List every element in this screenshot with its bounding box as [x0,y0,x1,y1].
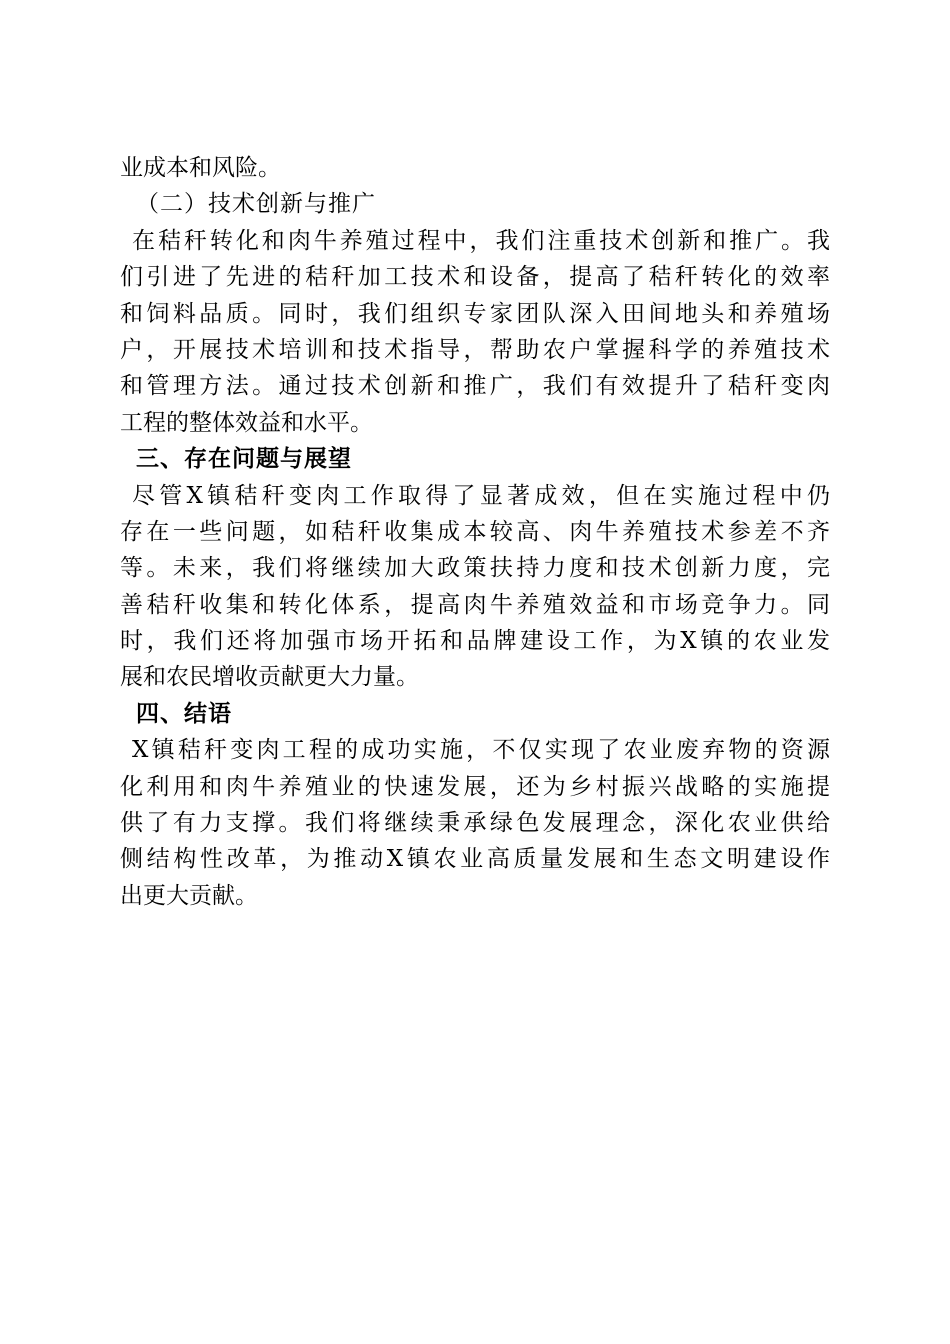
subsection-heading: （二）技术创新与推广 [136,191,376,218]
paragraph-line: 工程的整体效益和水平。 [120,409,373,436]
document-page [120,150,830,914]
paragraph-line: 们引进了先进的秸秆加工技术和设备，提高了秸秆转化的效率 [120,264,830,291]
paragraph-line: 时，我们还将加强市场开拓和品牌建设工作，为X镇的农业发 [120,628,830,655]
paragraph-line: 尽管X镇秸秆变肉工作取得了显著成效，但在实施过程中仍 [132,482,830,509]
paragraph-line: 展和农民增收贡献更大力量。 [120,664,419,691]
paragraph-line: 出更大贡献。 [120,882,258,909]
paragraph-conclusion [120,732,830,914]
paragraph-line: 存在一些问题，如秸秆收集成本较高、肉牛养殖技术参差不齐 [120,518,830,545]
paragraph-line: 和管理方法。通过技术创新和推广，我们有效提升了秸秆变肉 [120,373,830,400]
paragraph-line: X镇秸秆变肉工程的成功实施，不仅实现了农业废弃物的资源 [132,737,830,764]
paragraph-line: 供了有力支撑。我们将继续秉承绿色发展理念，深化农业供给 [120,810,830,837]
paragraph-tech-innovation [120,223,830,441]
paragraph-line: 户，开展技术培训和技术指导，帮助农户掌握科学的养殖技术 [120,336,830,363]
paragraph-line: 和饲料品质。同时，我们组织专家团队深入田间地头和养殖场 [120,300,830,327]
section-heading: 三、存在问题与展望 [136,446,352,473]
paragraph-line: 侧结构性改革，为推动X镇农业高质量发展和生态文明建设作 [120,846,830,873]
paragraph-line: 等。未来，我们将继续加大政策扶持力度和技术创新力度，完 [120,555,830,582]
paragraph-line: 业成本和风险。 [120,155,281,181]
paragraph-line: 善秸秆收集和转化体系，提高肉牛养殖效益和市场竞争力。同 [120,591,830,618]
section-heading: 四、结语 [136,700,232,727]
paragraph-line: 化利用和肉牛养殖业的快速发展，还为乡村振兴战略的实施提 [120,773,830,800]
paragraph-line: 在秸秆转化和肉牛养殖过程中，我们注重技术创新和推广。我 [132,227,830,254]
paragraph-problems-outlook [120,478,830,696]
